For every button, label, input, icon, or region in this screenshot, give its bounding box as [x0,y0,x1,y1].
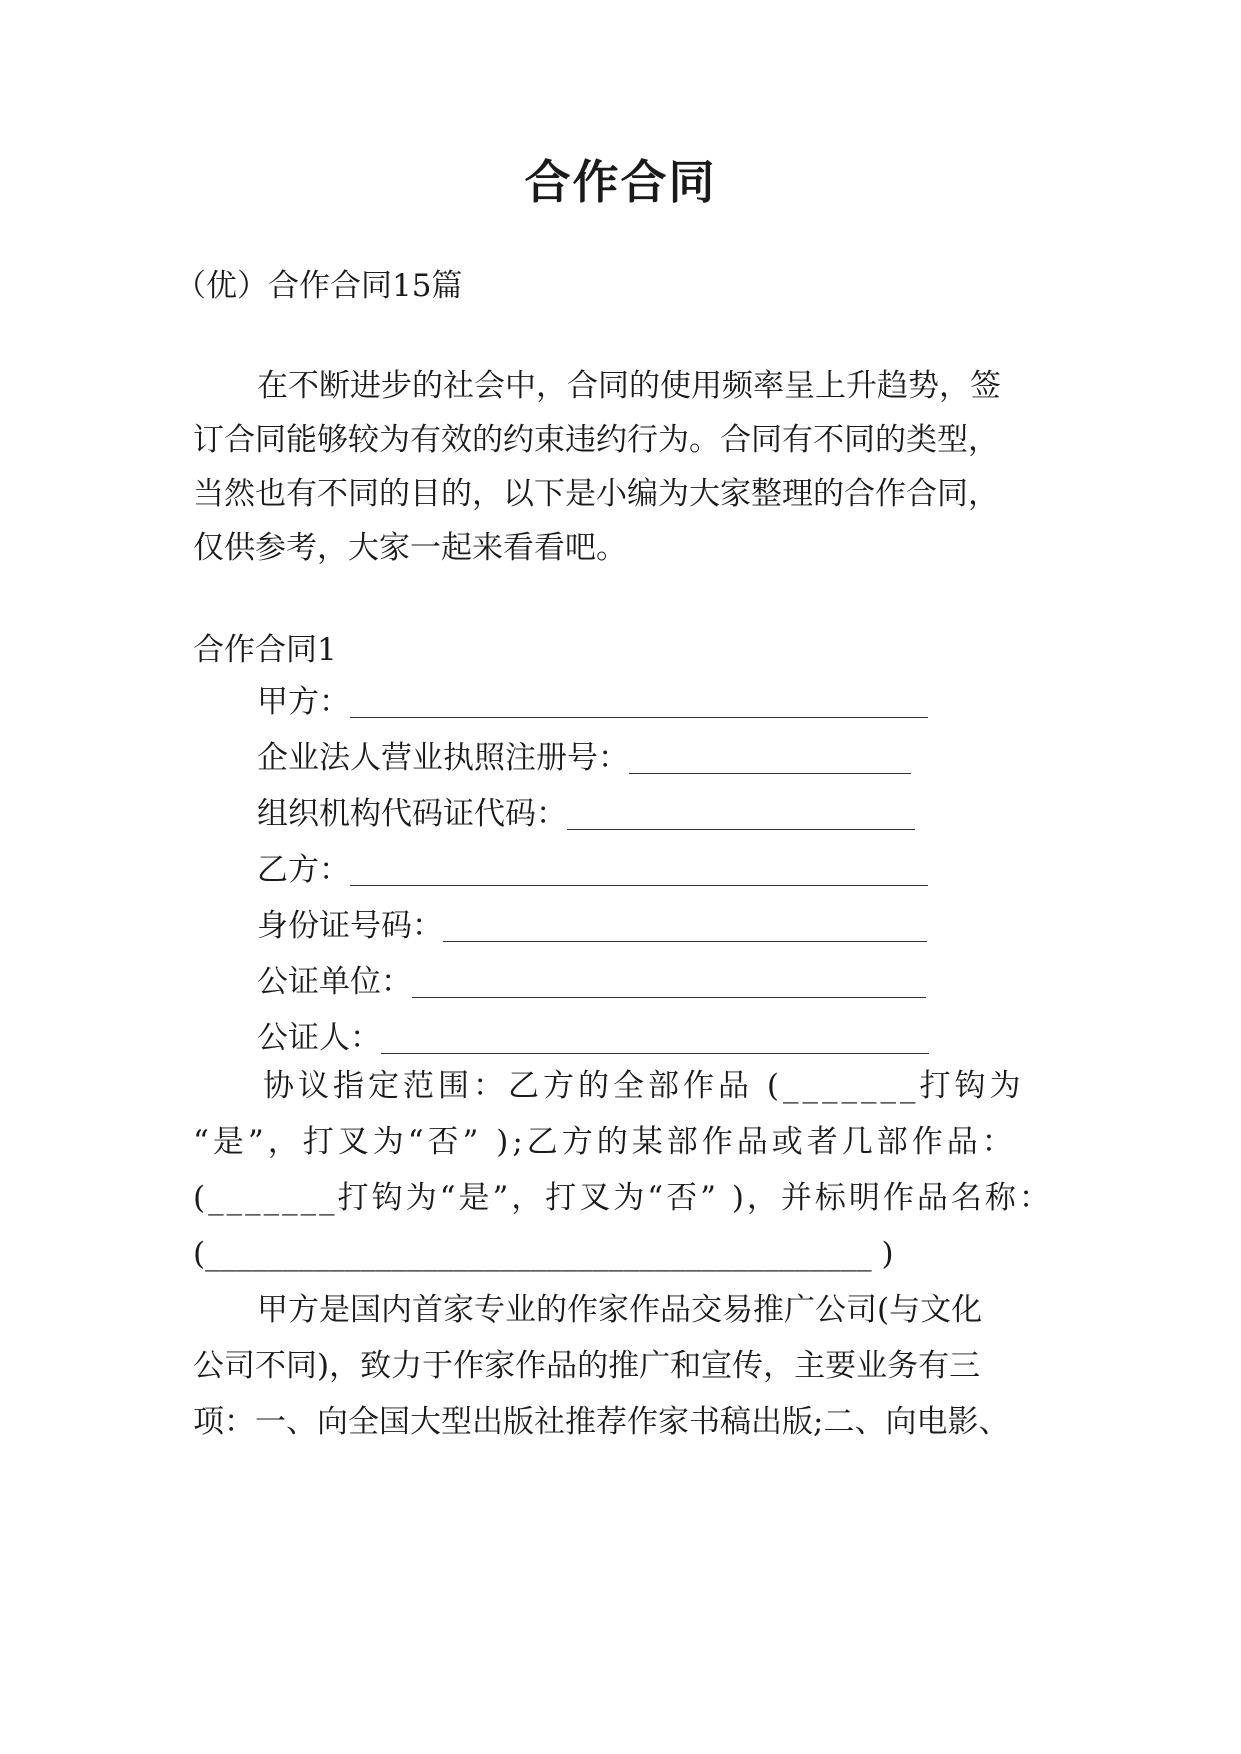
business-license-blank [629,747,911,774]
intro-line: 订合同能够较为有效的约束违约行为。合同有不同的类型， [193,422,999,458]
party-a-blank [350,691,928,718]
intro-line: 仅供参考，大家一起来看看吧。 [193,530,627,566]
document-title: 合作合同 [524,155,717,209]
field-label: 企业法人营业执照注册号： [257,740,629,776]
field-label: 甲方： [257,684,350,720]
body-line: 公司不同)，致力于作家作品的推广和宣传，主要业务有三 [193,1348,981,1384]
field-label: 公证人： [257,1020,381,1056]
intro-line: 在不断进步的社会中，合同的使用频率呈上升趋势，签 [257,368,1001,404]
document-subtitle: （优）合作合同15篇 [175,268,463,304]
body-line: 甲方是国内首家专业的作家作品交易推广公司(与文化 [257,1292,983,1328]
scope-line: “是”，打叉为“否” );乙方的某部作品或者几部作品： [193,1124,1017,1160]
field-label: 组织机构代码证代码： [257,796,567,832]
notary-person-field [257,1018,929,1058]
party-a-field [257,682,928,722]
id-number-blank [443,915,927,942]
body-line: 项：一、向全国大型出版社推荐作家书稿出版;二、向电影、 [193,1404,1010,1440]
notary-unit-blank [412,971,926,998]
org-code-field [257,794,915,834]
org-code-blank [567,803,915,830]
field-label: 身份证号码： [257,908,443,944]
party-b-blank [350,859,928,886]
business-license-field [257,738,911,778]
notary-person-blank [381,1027,929,1054]
scope-line: (___________________________________________ ) [193,1236,894,1272]
field-label: 公证单位： [257,964,412,1000]
party-b-field [257,850,928,890]
notary-unit-field [257,962,926,1002]
intro-line: 当然也有不同的目的，以下是小编为大家整理的合作合同， [193,476,999,512]
scope-line: (_______打钩为“是”，打叉为“否” )，并标明作品名称： [193,1180,1053,1216]
field-label: 乙方： [257,852,350,888]
scope-line: 协议指定范围：乙方的全部作品 (_______打钩为 [263,1068,1025,1104]
id-number-field [257,906,927,946]
section-heading: 合作合同1 [193,632,337,668]
